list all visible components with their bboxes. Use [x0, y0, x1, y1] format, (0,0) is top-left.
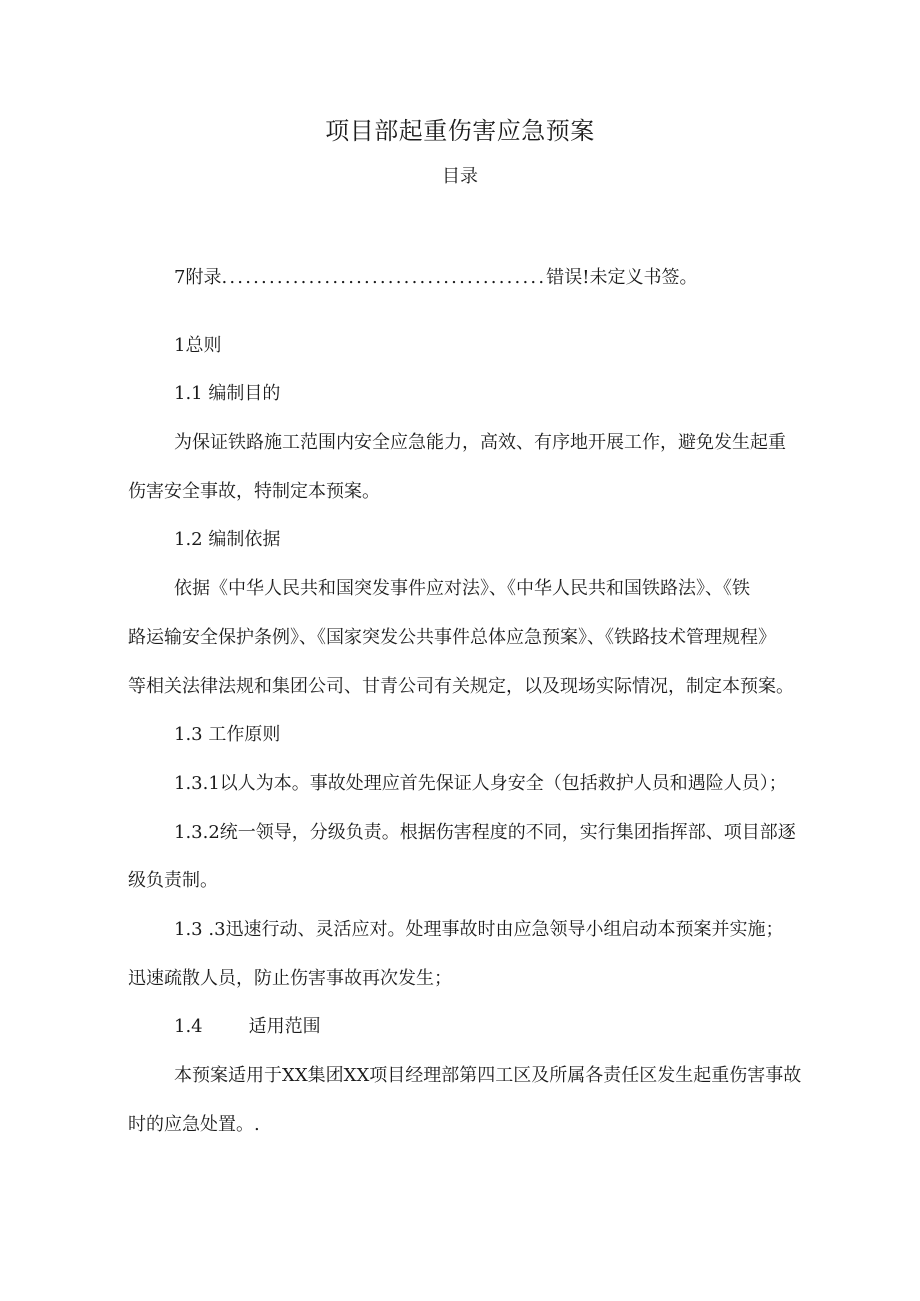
paragraph-line: 1.3.2统一领导，分级负责。根据伤害程度的不同，实行集团指挥部、项目部逐: [174, 822, 796, 843]
section-number: 1.4: [174, 1016, 203, 1037]
paragraph-line: 等相关法律法规和集团公司、甘青公司有关规定，以及现场实际情况，制定本预案。: [128, 676, 794, 697]
section-heading-1: 1总则: [174, 335, 222, 356]
toc-heading: 目录: [442, 166, 478, 187]
paragraph-line: 依据《中华人民共和国突发事件应对法》、《中华人民共和国铁路法》、《铁: [174, 578, 750, 599]
section-title: 适用范围: [248, 1016, 321, 1037]
paragraph-line: 本预案适用于XX集团XX项目经理部第四工区及所属各责任区发生起重伤害事故: [174, 1065, 802, 1086]
section-heading-1-4: [174, 1015, 321, 1039]
section-heading-1-3: 1.3 工作原则: [174, 724, 281, 745]
section-heading-1-1: 1.1 编制目的: [174, 383, 281, 404]
toc-leader-dots: .........................................: [221, 267, 547, 288]
toc-entry-label: 7附录: [174, 267, 222, 288]
toc-entry[interactable]: [174, 266, 697, 290]
paragraph-line: 伤害安全事故，特制定本预案。: [128, 481, 380, 502]
toc-entry-target: 错误!未定义书签。: [546, 267, 698, 288]
paragraph-line: 路运输安全保护条例》、《国家突发公共事件总体应急预案》、《铁路技术管理规程》: [128, 627, 776, 648]
paragraph-line: 1.3.1以人为本。事故处理应首先保证人身安全（包括救护人员和遇险人员）；: [174, 773, 787, 794]
paragraph-line: 迅速疏散人员，防止伤害事故再次发生；: [128, 968, 452, 989]
document-title: 项目部起重伤害应急预案: [325, 117, 595, 145]
paragraph-line: 1.3 .3迅速行动、灵活应对。处理事故时由应急领导小组启动本预案并实施；: [174, 919, 784, 940]
paragraph-line: 为保证铁路施工范围内安全应急能力，高效、有序地开展工作，避免发生起重: [174, 432, 786, 453]
section-heading-1-2: 1.2 编制依据: [174, 529, 281, 550]
paragraph-line: 时的应急处置。.: [128, 1114, 260, 1135]
paragraph-line: 级负责制。: [128, 870, 218, 891]
